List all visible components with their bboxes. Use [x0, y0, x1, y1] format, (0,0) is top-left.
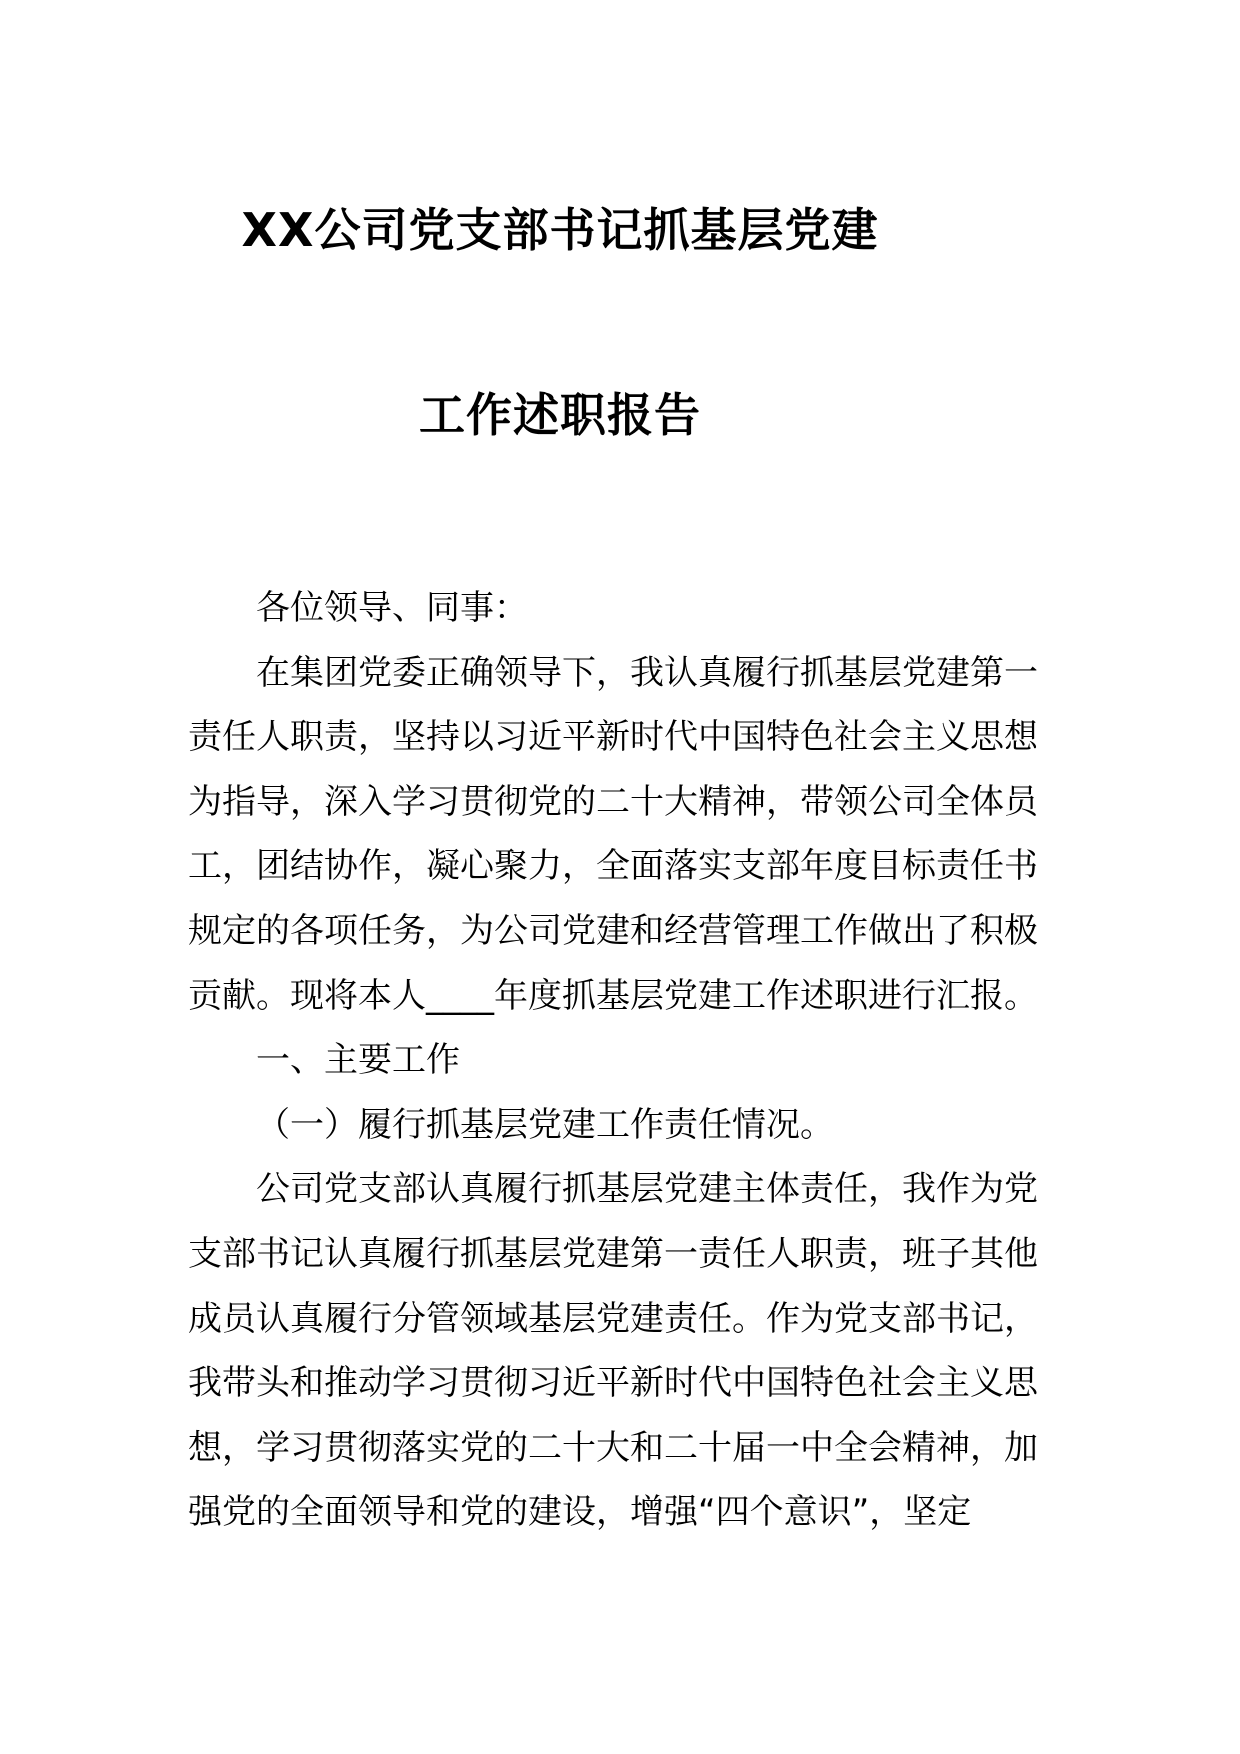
subsection-heading-1: （一）履行抓基层党建工作责任情况。 [256, 1104, 834, 1145]
section-heading-1: 一、主要工作 [256, 1040, 460, 1081]
paragraph-2-line-6: 强党的全面领导和党的建设，增强“四个意识”，坚定 [188, 1492, 972, 1533]
salutation: 各位领导、同事： [256, 588, 528, 628]
document-title-line-1: XX公司党支部书记抓基层党建 [241, 203, 879, 257]
paragraph-2-line-5: 想，学习贯彻落实党的二十大和二十届一中全会精神，加 [188, 1427, 1038, 1468]
document-title-line-2: 工作述职报告 [419, 388, 701, 442]
paragraph-1-line-4: 工，团结协作，凝心聚力，全面落实支部年度目标责任书 [188, 846, 1038, 887]
document-body [188, 576, 1058, 1545]
paragraph-1-line-3: 为指导，深入学习贯彻党的二十大精神，带领公司全体员 [188, 781, 1038, 822]
paragraph-1-line-6: 贡献。现将本人____年度抓基层党建工作述职进行汇报。 [188, 975, 1038, 1016]
paragraph-1-line-5: 规定的各项任务，为公司党建和经营管理工作做出了积极 [188, 910, 1038, 951]
paragraph-1-line-1: 在集团党委正确领导下，我认真履行抓基层党建第一 [256, 652, 1038, 693]
paragraph-2-line-2: 支部书记认真履行抓基层党建第一责任人职责，班子其他 [188, 1233, 1038, 1274]
paragraph-2-line-1: 公司党支部认真履行抓基层党建主体责任，我作为党 [256, 1169, 1038, 1210]
paragraph-2-line-3: 成员认真履行分管领域基层党建责任。作为党支部书记， [188, 1298, 1038, 1339]
paragraph-2-line-4: 我带头和推动学习贯彻习近平新时代中国特色社会主义思 [188, 1363, 1038, 1404]
paragraph-1-line-2: 责任人职责，坚持以习近平新时代中国特色社会主义思想 [188, 717, 1038, 758]
